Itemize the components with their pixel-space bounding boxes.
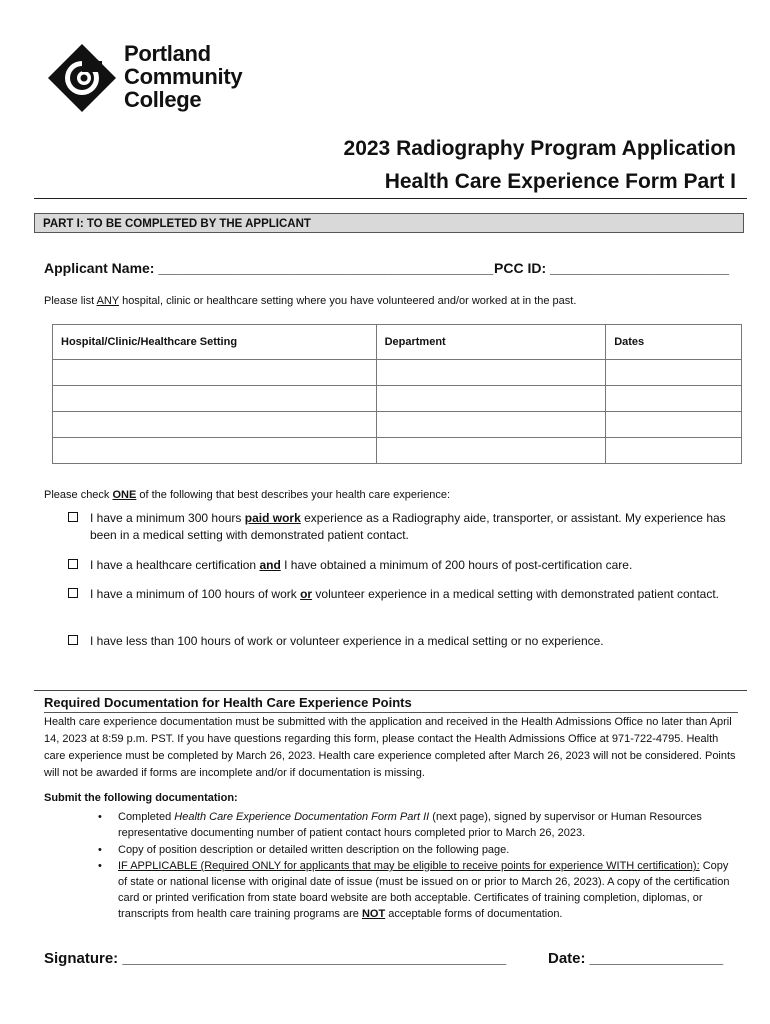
table-cell[interactable] [53, 438, 377, 464]
logo-text-college: College [124, 87, 202, 112]
table-row [53, 386, 742, 412]
documentation-heading-divider [44, 712, 738, 713]
checkbox-icon[interactable] [68, 635, 78, 645]
table-row [53, 360, 742, 386]
table-row [53, 438, 742, 464]
list-item-text: Copy of position description or detailed written description on the following page. [118, 844, 510, 856]
table-header-department: Department [376, 325, 606, 360]
logo-text-portland: Portland [124, 41, 211, 66]
check-instruction-pre: Please check [44, 489, 113, 501]
table-cell[interactable] [606, 412, 742, 438]
option-label: I have less than 100 hours of work or volunteer experience in a medical setting or no experience. [90, 634, 604, 648]
table-cell[interactable] [53, 412, 377, 438]
list-item [98, 842, 740, 858]
bullet-icon: • [98, 860, 102, 872]
table-header-setting: Hospital/Clinic/Healthcare Setting [53, 325, 377, 360]
list-instruction-pre: Please list [44, 295, 97, 307]
documentation-body: Health care experience documentation must be submitted with the application and received in the Health Admissions Office no later than April 14, 2023 at 8:59 p.m. PST. If you have questions regarding this form, please contact the Health Admissions Office at 971-722-4795. Health care experience must be completed by March 26, 2023. Health care experience completed after March 26, 2023 will not be considered. Points will not be awarded if forms are incomplete and/or if documentation is missing. [44, 716, 736, 779]
list-item [98, 858, 740, 922]
option-certification-200[interactable] [68, 557, 728, 575]
table-cell[interactable] [376, 360, 606, 386]
check-instruction-post: of the following that best describes your health care experience: [136, 489, 451, 501]
documentation-heading: Required Documentation for Health Care Experience Points [44, 695, 412, 710]
bullet-icon: • [98, 844, 102, 856]
pcc-spiral-logo-icon [46, 42, 118, 114]
checkbox-icon[interactable] [68, 588, 78, 598]
table-row [53, 412, 742, 438]
table-header-row [53, 325, 742, 360]
list-item-text: IF APPLICABLE (Required ONLY for applicants that may be eligible to receive points for experience WITH certification): Copy of state or national license with original date of issue (must be issued on or prior to March 26, 2023). A copy of the certification card or printed verification from state board website are both acceptable. Certificates of training completion, diplomas, or transcripts from health care training programs are NOT acceptable forms of documentation. [118, 860, 730, 920]
table-cell[interactable] [606, 386, 742, 412]
applicant-name-field[interactable]: Applicant Name: ___________________________________________ [44, 260, 494, 276]
list-instruction-emphasis: ANY [96, 295, 120, 307]
form-subtitle: Health Care Experience Form Part I [384, 170, 736, 193]
option-work-volunteer-100[interactable] [68, 586, 728, 622]
table-cell[interactable] [53, 360, 377, 386]
pcc-id-field[interactable]: PCC ID: _______________________ [494, 260, 730, 276]
check-instruction [44, 489, 450, 501]
table-cell[interactable] [376, 386, 606, 412]
list-item-text: Completed Health Care Experience Documentation Form Part II (next page), signed by supervisor or Human Resources representative documenting number of patient contact hours completed prior to March 26, 2023. [118, 811, 702, 839]
table-cell[interactable] [376, 438, 606, 464]
checkbox-icon[interactable] [68, 559, 78, 569]
checkbox-icon[interactable] [68, 512, 78, 522]
signature-field[interactable]: Signature: ______________________________________________ [44, 950, 507, 967]
part-one-banner: PART I: TO BE COMPLETED BY THE APPLICANT [34, 213, 744, 233]
logo-text-community: Community [124, 64, 243, 89]
form-title: 2023 Radiography Program Application [343, 137, 736, 160]
option-less-than-100[interactable] [68, 633, 728, 651]
title-divider [34, 198, 747, 199]
bullet-icon: • [98, 811, 102, 823]
option-label: I have a healthcare certification and I have obtained a minimum of 200 hours of post-certification care. [90, 558, 633, 572]
date-field[interactable]: Date: ________________ [548, 950, 724, 967]
experience-table [52, 324, 742, 464]
table-cell[interactable] [376, 412, 606, 438]
option-paid-work-300[interactable] [68, 510, 728, 546]
table-cell[interactable] [606, 360, 742, 386]
table-cell[interactable] [606, 438, 742, 464]
documentation-top-divider [34, 690, 747, 691]
check-instruction-emphasis: ONE [112, 489, 137, 501]
list-instruction-post: hospital, clinic or healthcare setting where you have volunteered and/or worked at in the past. [119, 295, 577, 307]
pcc-logo [46, 42, 276, 114]
option-label: I have a minimum 300 hours paid work experience as a Radiography aide, transporter, or assistant. My experience has been in a medical setting with demonstrated patient contact. [90, 511, 726, 542]
list-instruction [44, 295, 576, 307]
table-cell[interactable] [53, 386, 377, 412]
option-label: I have a minimum of 100 hours of work or volunteer experience in a medical setting with demonstrated patient contact. [90, 587, 719, 601]
submit-heading: Submit the following documentation: [44, 792, 238, 804]
table-header-dates: Dates [606, 325, 742, 360]
list-item [98, 809, 740, 841]
